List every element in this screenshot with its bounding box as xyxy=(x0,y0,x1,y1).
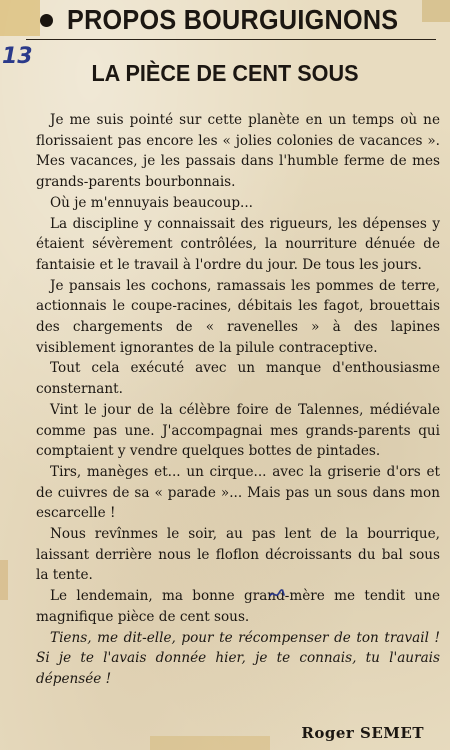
paragraph: Je pansais les cochons, ramassais les pommes de terre, actionnais le coupe-racines, débitais les fagot, brouettais des chargements de « ravenelles » à des lapines visiblement ignorantes de la pilule contraceptive. xyxy=(36,277,440,356)
tape-stain-bottom xyxy=(150,736,270,750)
author-signature: Roger SEMET xyxy=(301,724,424,742)
article-headline: LA PIÈCE DE CENT SOUS xyxy=(91,60,359,86)
handwritten-page-number: 13 xyxy=(2,44,33,69)
paragraph: Je me suis pointé sur cette planète en un temps où ne florissaient pas encore les « jolies colonies de vacances ». Mes vacances, je les passais dans l'humble ferme de mes grands-parents bourbonnais. xyxy=(36,112,440,191)
header-rule xyxy=(26,39,436,40)
closing-quote-paragraph: Tiens, me dit-elle, pour te récompenser de ton travail ! Si je te l'avais donnée hier, je te connais, tu l'aurais dépensée ! xyxy=(36,629,440,687)
article-body xyxy=(36,110,440,690)
column-title: PROPOS BOURGUIGNONS xyxy=(67,4,399,35)
bullet-dot-icon xyxy=(40,14,53,27)
paragraph: Vint le jour de la célèbre foire de Talennes, médiévale comme pas une. J'accompagnai mes grands-parents qui comptaient y vendre quelques bottes de pintades. xyxy=(36,401,440,460)
paragraph: Tirs, manèges et... un cirque... avec la griserie d'ors et de cuivres de sa « parade »... Mais pas un sous dans mon escarcelle ! xyxy=(36,463,440,522)
column-header xyxy=(30,2,430,38)
paragraph: La discipline y connaissait des rigueurs, les dépenses y étaient sévèrement contrôlées, la nourriture dénuée de fantaisie et le travail à l'ordre du jour. De tous les jours. xyxy=(36,215,440,273)
paper-stain-left xyxy=(0,560,8,600)
pen-correction-mark xyxy=(268,588,286,600)
paragraph: Nous revînmes le soir, au pas lent de la bourrique, laissant derrière nous le floflon décroissants du bal sous la tente. xyxy=(36,526,440,584)
paragraph: Tout cela exécuté avec un manque d'enthousiasme consternant. xyxy=(36,360,440,398)
paragraph: Le lendemain, ma bonne grand-mère me tendit une magnifique pièce de cent sous. xyxy=(36,588,440,625)
paragraph: Où je m'ennuyais beaucoup... xyxy=(50,194,253,211)
